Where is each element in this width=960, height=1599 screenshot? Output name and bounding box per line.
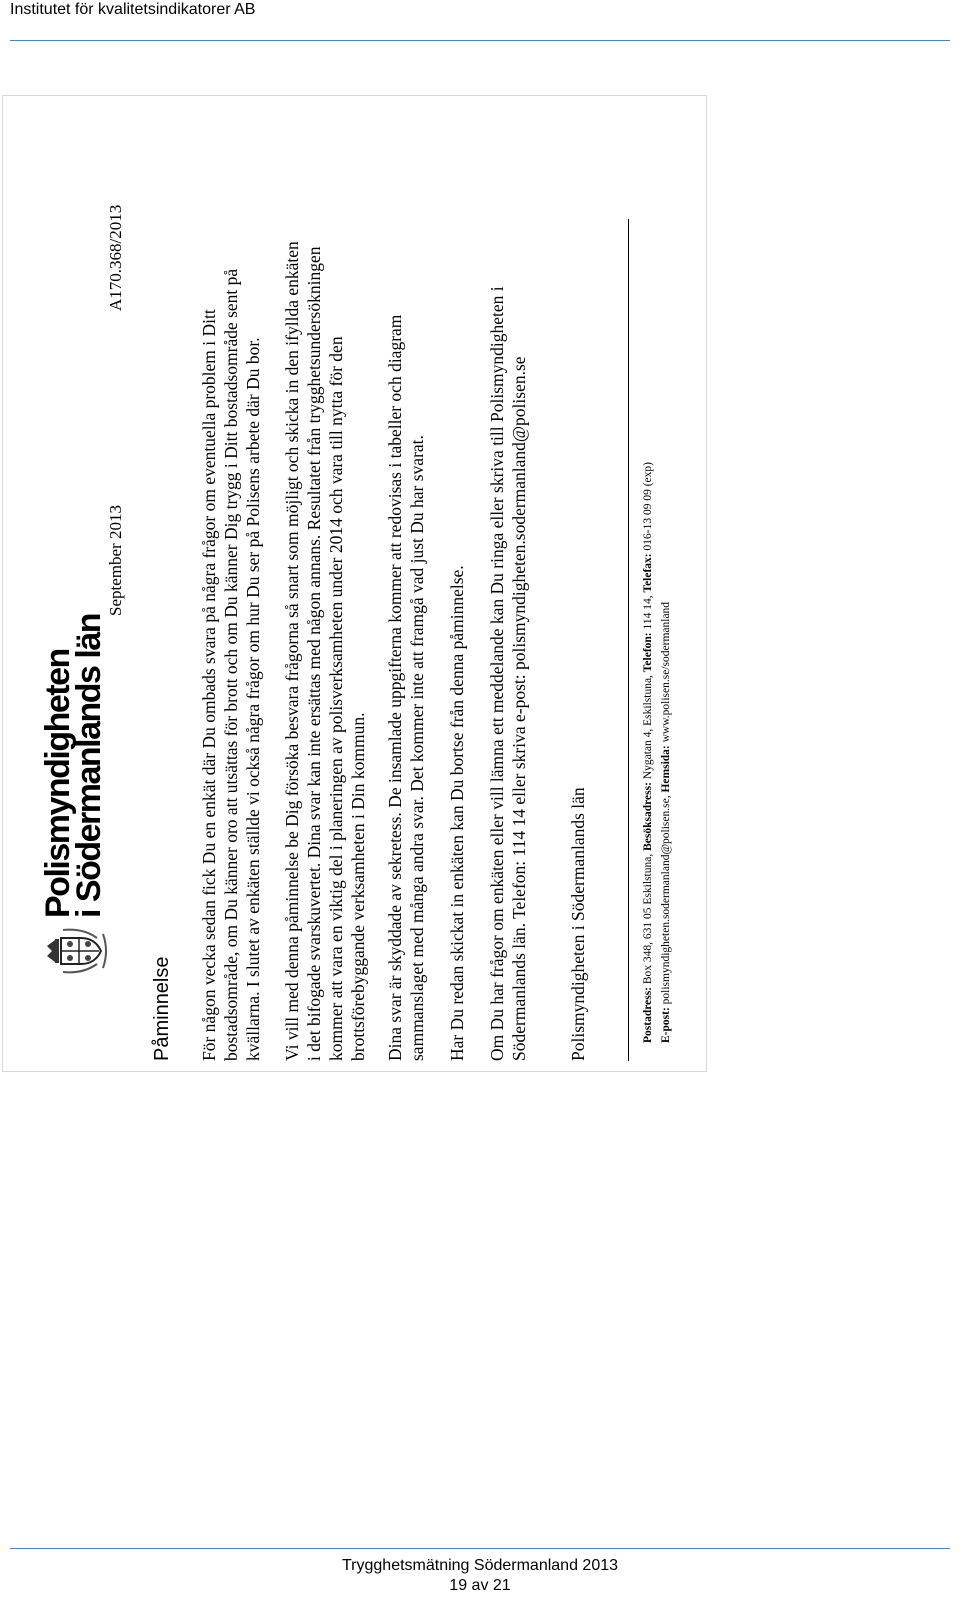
email-web-line [659,602,674,1043]
paragraph-already-sent: Har Du redan skickat in enkäten kan Du bortse från denna påminnelse. [447,565,467,1061]
web-label: Hemsida: [660,745,672,793]
postal-address-line [641,462,656,1043]
footer-title: Trygghetsmätning Södermanland 2013 [341,1557,619,1574]
letter-footer-divider [628,219,629,1061]
visit-value: Nygatan 4, Eskilstuna, [642,675,654,780]
logo-line-2: i Södermanlands län [70,613,108,918]
fax-value: 016-13 09 09 (exp) [642,462,654,551]
phone-label: Telefon: [642,632,654,673]
page-header: Institutet för kvalitetsindikatorer AB [10,1,256,18]
letter-reference: A170.368/2013 [106,204,125,311]
post-label: Postadress: [642,986,654,1043]
paragraph-contact: Om Du har frågor om enkäten eller vill lämna ett meddelande kan Du ringa eller skriva till Polismyndigheten i Södermanlands län. Telefon: 114 14 eller skriva e-post: polismyndigheten.sodermanland@polisen.se [487,286,529,1061]
letter-content [3,96,706,1071]
logo-line-1: Polismyndigheten [39,649,77,918]
police-crest-icon [43,926,109,976]
letter-signature: Polismyndigheten i Södermanlands län [568,787,588,1061]
page-number: 19 av 21 [449,1577,511,1594]
letter-title: Påminnelse [151,956,173,1061]
paragraph-request: Vi vill med denna påminnelse be Dig försöka besvara frågorna så snart som möjligt och skicka in den ifyllda enkäten i det bifogade svarskuvertet. Dina svar kan inte ersättas med någon annans. Resultatet från trygghetsundersökningen kommer att vara en viktig del i planeringen av polisverksamheten under 2014 och vara till nytta för den brottsförebyggande verksamheten i Din kommun. [282,241,368,1061]
footer-divider [10,1548,950,1549]
letter-date: September 2013 [106,505,125,616]
email-value: polismyndigheten.sodermanland@polisen.se, [660,795,672,1005]
post-value: Box 348, 631 05 Eskilstuna, [642,853,654,985]
phone-value: 114 14, [642,595,654,630]
fax-label: Telefax: [642,553,654,593]
paragraph-intro: För någon vecka sedan fick Du en enkät där Du ombads svara på några frågor om eventuella problem i Ditt bostadsområde, om Du känner oro att utsättas för brott och om Du känner Dig trygg i Ditt bostadsområde sent på kvällarna. I slutet av enkäten ställde vi också några frågor om hur Du ser på Polisens arbete där Du bor. [199,268,263,1061]
scanned-letter [2,95,707,1072]
web-value: www.polisen.se/sodermanland [660,601,672,743]
paragraph-confidentiality: Dina svar är skyddade av sekretess. De insamlade uppgifterna kommer att redovisas i tabeller och diagram sammanslaget med många andra svar. Det kommer inte att framgå vad just Du har svarat. [385,314,427,1061]
email-label: E-post: [660,1007,672,1043]
visit-label: Besöksadress: [642,782,654,851]
header-divider [10,40,950,41]
police-logo [39,613,108,918]
